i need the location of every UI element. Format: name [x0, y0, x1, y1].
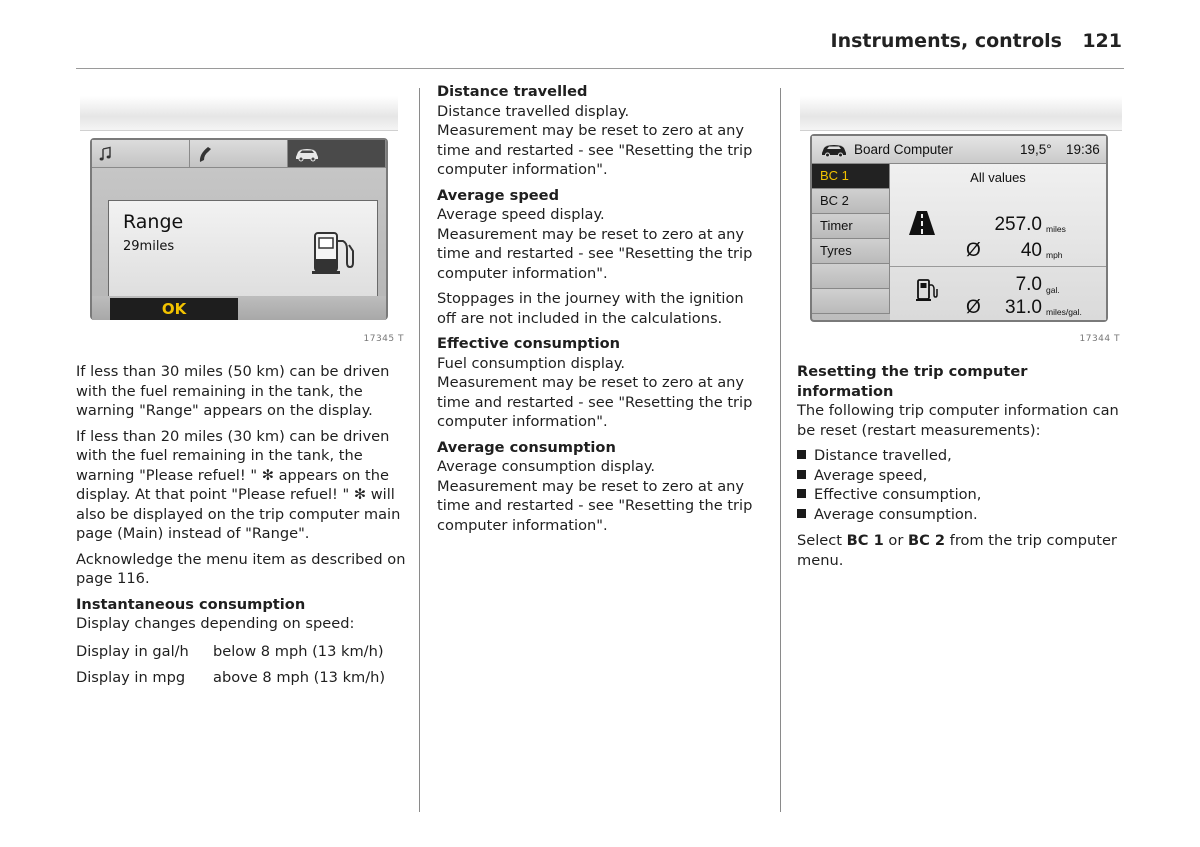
- car-icon: [820, 142, 848, 158]
- tab-phone: [190, 140, 288, 168]
- average-consumption-unit: miles/gal.: [1046, 307, 1082, 317]
- fuel-consumption-unit: gal.: [1046, 285, 1060, 295]
- paragraph: Measurement may be reset to zero at any time and restarted - see "Resetting the trip computer information".: [437, 122, 753, 178]
- paragraph: Display changes depending on speed:: [76, 615, 355, 632]
- bc-menu: [812, 164, 890, 314]
- table-row: [76, 668, 406, 688]
- distance-value: 257.0: [994, 214, 1042, 235]
- display-top-bar: [812, 136, 1106, 164]
- table-cell-mode: Display in mpg: [76, 669, 186, 686]
- bullet-square: [797, 489, 806, 498]
- column-divider-1: [419, 88, 420, 812]
- text-bc1: BC 1: [846, 532, 884, 549]
- average-symbol: Ø: [966, 240, 981, 261]
- paragraph: [797, 531, 1127, 570]
- fuel-pump-icon: [309, 229, 357, 277]
- paragraph: Measurement may be reset to zero at any time and restarted - see "Resetting the trip computer information".: [437, 374, 753, 430]
- ok-button[interactable]: OK: [110, 298, 238, 320]
- section-heading: Average speed: [437, 186, 560, 204]
- paragraph: Stoppages in the journey with the ignition off are not included in the calculations.: [437, 290, 744, 327]
- tab-audio: [92, 140, 190, 168]
- page-number: 121: [1082, 30, 1122, 52]
- average-consumption-value: 31.0: [1005, 297, 1042, 318]
- text-bc2: BC 2: [907, 532, 946, 549]
- text-span: from the trip computer menu.: [797, 532, 1117, 569]
- header-title: Instruments, controls: [830, 30, 1062, 52]
- display-screen: [90, 138, 388, 320]
- menu-item-bc1[interactable]: BC 1: [812, 164, 890, 189]
- figure-label: 17344 T: [1079, 334, 1120, 344]
- paragraph: Average speed display.: [437, 206, 605, 223]
- paragraph: Measurement may be reset to zero at any time and restarted - see "Resetting the trip computer information".: [437, 477, 753, 534]
- paragraph: Distance travelled display.: [437, 102, 630, 120]
- menu-item-empty: [812, 264, 890, 289]
- text-span: Select: [797, 532, 847, 549]
- range-display-figure: [78, 88, 404, 344]
- board-computer-title: Board Computer: [854, 142, 954, 157]
- section-heading: Effective consumption: [437, 335, 620, 352]
- fuel-consumption-value: 7.0: [1015, 274, 1042, 295]
- table-cell-mode: Display in gal/h: [76, 642, 189, 660]
- bc-content: [890, 164, 1106, 320]
- list-item: [797, 485, 1127, 505]
- menu-item-empty: [812, 289, 890, 314]
- phone-icon: [196, 144, 216, 164]
- section-heading: Distance travelled: [437, 83, 588, 100]
- outside-temperature: 19,5°: [1020, 142, 1052, 157]
- list-item: [797, 446, 1127, 466]
- column-left: [76, 362, 406, 695]
- paragraph: Acknowledge the menu item as described on page 116.: [76, 550, 406, 587]
- paragraph: If less than 20 miles (30 km) can be driven with the fuel remaining in the tank, the warning "Please refuel! " ✻ appears on the display. At that point "Please refuel! " ✻ will also be displayed on the trip computer main page (Main) instead of "Range".: [76, 427, 401, 542]
- average-speed-unit: mph: [1046, 250, 1063, 260]
- paragraph: Average consumption display.: [437, 458, 656, 475]
- column-divider-2: [780, 88, 781, 812]
- section-heading: Resetting the trip computer information: [797, 363, 1028, 400]
- paragraph: Fuel consumption display.: [437, 354, 626, 372]
- header-rule: [76, 68, 1124, 69]
- bullet-square: [797, 450, 806, 459]
- column-middle: [437, 82, 767, 541]
- section-heading: Average consumption: [437, 438, 616, 456]
- clock-time: 19:36: [1066, 142, 1100, 157]
- column-right: [797, 362, 1127, 576]
- music-note-icon: [98, 146, 114, 162]
- car-icon: [294, 146, 320, 162]
- list-item: [797, 505, 1127, 525]
- text-span: or: [883, 532, 908, 549]
- figure-label: 17345 T: [363, 334, 404, 344]
- display-bezel: [80, 96, 398, 131]
- table-row: [76, 642, 406, 662]
- list-item-text: Average speed,: [814, 466, 928, 484]
- range-title: Range: [123, 211, 184, 233]
- display-tabs: [92, 140, 386, 168]
- list-item-text: Effective consumption,: [814, 486, 982, 503]
- paragraph: The following trip computer information can be reset (restart measurements):: [797, 402, 1119, 439]
- average-speed-value: 40: [1020, 240, 1042, 261]
- paragraph: Measurement may be reset to zero at any time and restarted - see "Resetting the trip computer information".: [437, 225, 753, 282]
- road-icon: [908, 210, 936, 236]
- display-screen: [810, 134, 1108, 322]
- range-value: 29miles: [123, 239, 175, 254]
- list-item: [797, 466, 1127, 486]
- display-bezel: [800, 96, 1122, 131]
- table-cell-condition: above 8 mph (13 km/h): [213, 669, 386, 686]
- range-warning-box: [108, 200, 378, 300]
- board-computer-figure: [798, 88, 1124, 344]
- menu-item-timer[interactable]: Timer: [812, 214, 890, 239]
- list-item-text: Distance travelled,: [814, 447, 952, 464]
- bullet-square: [797, 470, 806, 479]
- section-heading: Instantaneous consumption: [76, 595, 306, 613]
- content-separator: [890, 266, 1106, 267]
- tab-vehicle: [288, 140, 386, 168]
- menu-item-bc2[interactable]: BC 2: [812, 189, 890, 214]
- list-item-text: Average consumption.: [814, 505, 978, 523]
- bullet-square: [797, 509, 806, 518]
- content-heading: All values: [970, 170, 1026, 185]
- paragraph: If less than 30 miles (50 km) can be driven with the fuel remaining in the tank, the warning "Range" appears on the display.: [76, 363, 390, 419]
- distance-unit: miles: [1046, 224, 1066, 234]
- menu-item-tyres[interactable]: Tyres: [812, 239, 890, 264]
- average-symbol: Ø: [966, 297, 981, 318]
- table-cell-condition: below 8 mph (13 km/h): [213, 642, 384, 660]
- fuel-pump-icon: [916, 278, 938, 302]
